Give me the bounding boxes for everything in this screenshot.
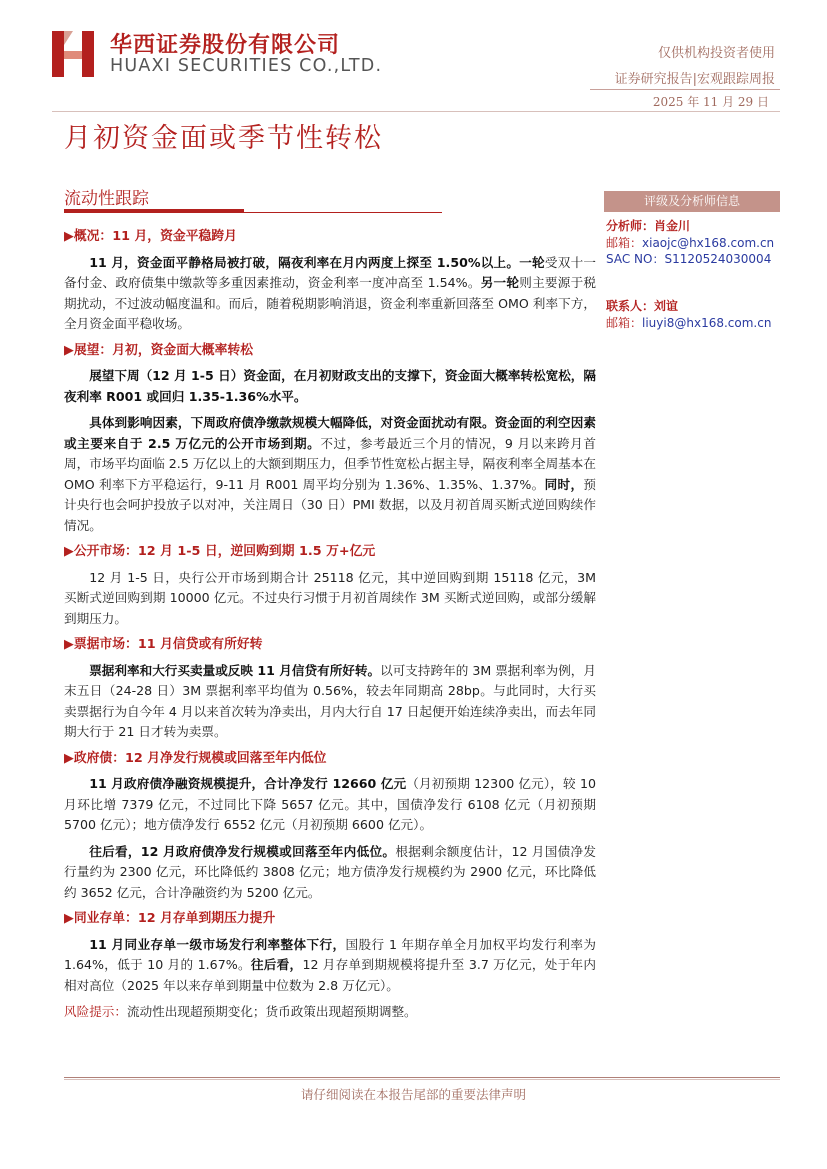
sac-number: SAC NO：S1120524030004 (606, 252, 772, 266)
analyst-name: 分析师：肖金川 (606, 219, 691, 233)
report-title: 月初资金面或季节性转松 (64, 123, 383, 154)
heading-ncd: ▶同业存单：12 月存单到期压力提升 (64, 911, 276, 926)
section-underline-bar (64, 209, 244, 213)
analyst-block (606, 218, 782, 268)
email-label: 邮箱： (606, 315, 643, 330)
paragraph-bill-market: 票据利率和大行买卖量或反映 11 月信贷有所好转。以可支持跨年的 3M 票据利率为例，月末五日（24-28 日）3M 票据利率平均值为 0.56%，较去年同期高 28bp。与此同时，大行买卖票据行为自今年 4 月以来首次转为净卖出，月内大行自 17 日起便开始连续净卖出，而去年同期大行于 21 日才转为卖票。 (64, 662, 597, 739)
analyst-info-header: 评级及分析师信息 (604, 191, 780, 212)
contact-email-row (606, 315, 782, 332)
analyst-email-link[interactable]: xiaojc@hx168.com.cn (642, 235, 775, 250)
contact-block (606, 298, 782, 331)
paragraph-outlook: 展望下周（12 月 1-5 日）资金面，在月初财政支出的支撑下，资金面大概率转松宽松，隔夜利率 R001 或回归 1.35-1.36%水平。 (64, 368, 596, 404)
contact-email-link[interactable]: liuyi8@hx168.com.cn (642, 315, 772, 330)
header-divider (590, 89, 780, 90)
paragraph-gov-bonds-outlook: 往后看，12 月政府债净发行规模或回落至年内低位。根据剩余额度估计，12 月国债净发行量约为 2300 亿元，环比降低约 3808 亿元；地方债净发行规模约为 2900 亿元，环比降低约 3652 亿元，合计净融资约为 5200 亿元。 (64, 843, 596, 900)
heading-gov-bonds: ▶政府债：12 月净发行规模或回落至年内低位 (64, 750, 327, 766)
section-underline-line (244, 212, 442, 213)
report-body (64, 227, 596, 1029)
heading-bill-market: ▶票据市场：11 月信贷或有所好转 (64, 637, 263, 652)
heading-outlook: ▶展望：月初，资金面大概率转松 (64, 342, 253, 358)
email-label: 邮箱： (606, 235, 643, 250)
heading-open-market: ▶公开市场：12 月 1-5 日，逆回购到期 1.5 万+亿元 (64, 544, 376, 559)
risk-warning: 风险提示：流动性出现超预期变化；货币政策出现超预期调整。 (64, 1004, 417, 1019)
contact-name: 联系人：刘谊 (606, 299, 679, 313)
audience-note: 仅供机构投资者使用 (657, 46, 775, 61)
header-rule (52, 111, 780, 112)
paragraph-overview: 11 月，资金面平静格局被打破，隔夜利率在月内两度上探至 1.50%以上。一轮受双十一备付金、政府债集中缴款等多重因素推动，资金利率一度冲高至 1.54%。另一轮则主要源于税期扰动，不过波动幅度温和。而后，随着税期影响消退，资金利率重新回落至 OMO 利率下方，全月资金面平稳收场。 (64, 254, 597, 331)
paragraph-factors: 具体到影响因素，下周政府债净缴款规模大幅降低，对资金面扰动有限。资金面的利空因素或主要来自于 2.5 万亿元的公开市场到期。不过，参考最近三个月的情况，9 月以来跨月首周，市场平均面临 2.5 万亿以上的大额到期压力，但季节性宽松占据主导，隔夜利率全周基本在 OMO 利率下方平稳运行，9-11 月 R001 周平均分别为 1.36%、1.35%、1.37%。同时，预计央行也会呵护投放子以对冲，关注周日（30 日）PMI 数据，以及月初首周买断式逆回购续作情况。 (64, 415, 596, 533)
paragraph-gov-bonds: 11 月政府债净融资规模提升，合计净发行 12660 亿元（月初预期 12300 亿元），较 10 月环比增 7379 亿元，不过同比下降 5657 亿元。其中，国债净发行 6108 亿元（月初预期 5700 亿元）；地方债净发行 6552 亿元（月初预期 6600 亿元）。 (64, 776, 596, 832)
footer-rule-light (64, 1079, 780, 1080)
report-date: 2025 年 11 月 29 日 (652, 95, 769, 109)
section-title: 流动性跟踪 (64, 189, 149, 209)
heading-overview: ▶概况：11 月，资金平稳跨月 (64, 229, 237, 244)
footer-rule (64, 1077, 780, 1078)
paragraph-ncd: 11 月同业存单一级市场发行利率整体下行，国股行 1 年期存单全月加权平均发行利率为 1.64%，低于 10 月的 1.67%。往后看，12 月存单到期规模将提升至 3.7 万亿元，处于年内相对高位（2025 年以来存单到期量中位数为 2.8 万亿元）。 (64, 936, 596, 993)
company-name-en: HUAXI SECURITIES CO.,LTD. (110, 56, 383, 76)
paragraph-open-market: 12 月 1-5 日，央行公开市场到期合计 25118 亿元，其中逆回购到期 15118 亿元，3M 买断式逆回购到期 10000 亿元。不过央行习惯于月初首周续作 3M 买断式逆回购，或部分缓解到期压力。 (64, 569, 596, 626)
legal-notice: 请仔细阅读在本报告尾部的重要法律声明 (300, 1087, 526, 1102)
huaxi-logo-icon (52, 31, 94, 77)
company-name-cn: 华西证券股份有限公司 (110, 32, 341, 58)
analyst-email-row (606, 235, 782, 252)
report-type: 证券研究报告|宏观跟踪周报 (614, 72, 775, 87)
